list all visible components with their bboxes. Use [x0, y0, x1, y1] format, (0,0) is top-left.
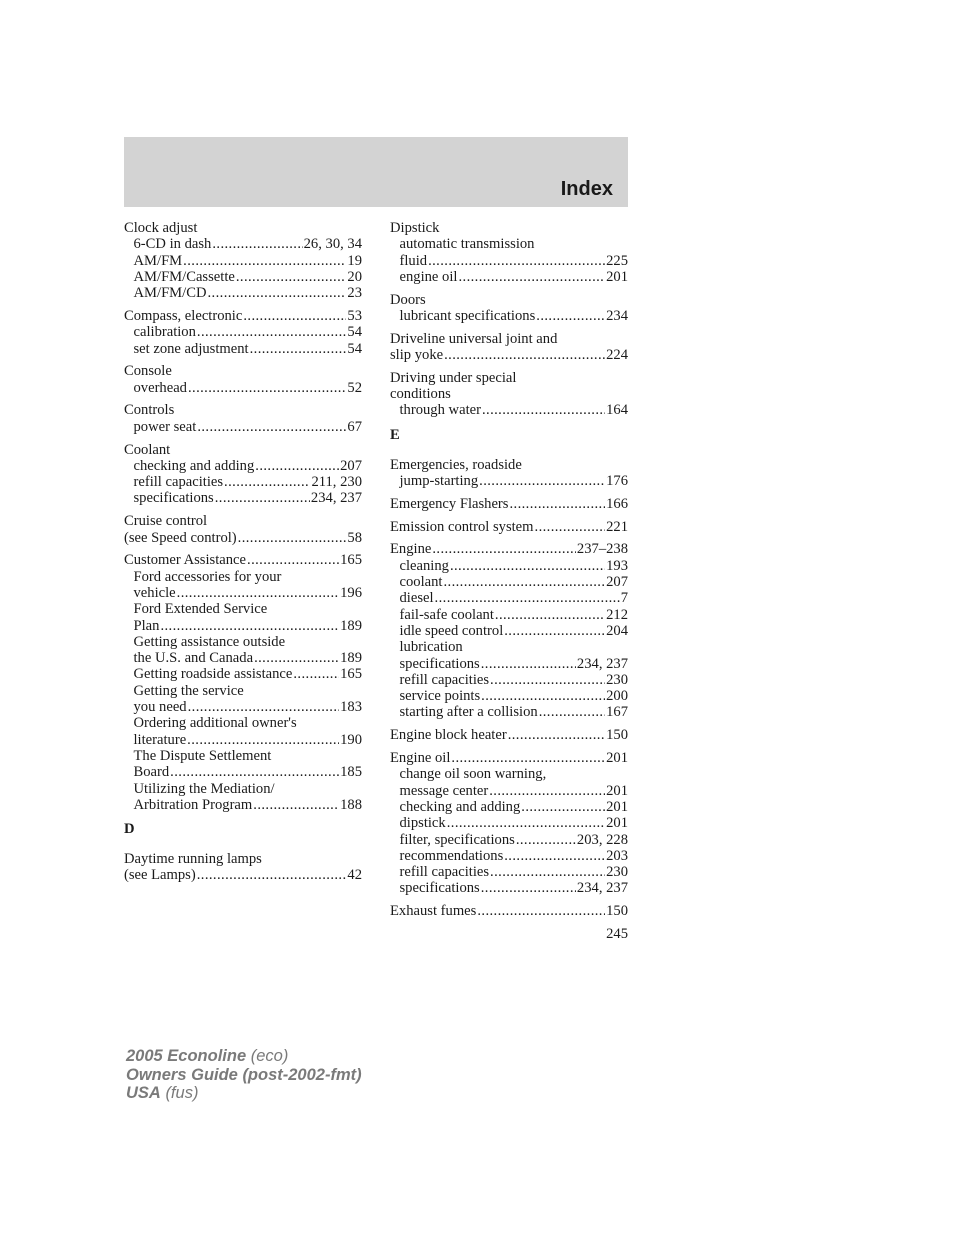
dot-leader — [188, 699, 340, 715]
index-entry — [124, 402, 362, 435]
entry-page-ref: 67 — [347, 418, 362, 435]
dot-leader — [188, 380, 346, 396]
entry-text: AM/FM/CD — [133, 285, 207, 302]
entry-page-ref: 166 — [606, 495, 628, 512]
dot-leader — [481, 656, 576, 672]
entry-text: cleaning — [399, 557, 449, 574]
entry-text: vehicle — [133, 584, 176, 601]
index-heading — [390, 331, 628, 347]
dot-leader — [536, 308, 605, 324]
index-heading — [124, 220, 362, 236]
index-entry — [124, 513, 362, 546]
entry-text: message center — [399, 782, 489, 799]
entry-text: specifications — [133, 490, 214, 507]
entry-text: dipstick — [399, 815, 446, 832]
entry-text: specifications — [399, 655, 480, 672]
entry-page-ref: 52 — [347, 379, 362, 396]
entry-text: fail-safe coolant — [399, 606, 494, 623]
dot-leader — [432, 541, 576, 557]
entry-text: starting after a collision — [399, 704, 538, 721]
entry-page-ref: 203 — [606, 847, 628, 864]
entry-text: conditions — [390, 386, 451, 403]
entry-text: Console — [124, 363, 172, 380]
entry-text: Emergency Flashers — [390, 495, 509, 512]
index-subentry — [124, 732, 362, 748]
entry-page-ref: 23 — [347, 285, 362, 302]
entry-page-ref: 201 — [606, 750, 628, 767]
entry-text: diesel — [399, 590, 434, 607]
index-subentry — [390, 656, 628, 672]
index-heading — [124, 402, 362, 418]
index-heading — [390, 370, 628, 386]
entry-text: Cruise control — [124, 513, 208, 530]
section-letter: D — [124, 821, 135, 838]
dot-leader — [481, 688, 605, 704]
index-subentry — [390, 473, 628, 489]
index-heading — [390, 727, 628, 743]
dot-leader — [250, 341, 347, 357]
dot-leader — [539, 704, 605, 720]
index-subentry — [124, 585, 362, 601]
entry-page-ref: 185 — [340, 764, 362, 781]
index-entry — [390, 370, 628, 419]
dot-leader — [224, 474, 310, 490]
entry-text: Controls — [124, 402, 175, 419]
entry-page-ref: 201 — [606, 782, 628, 799]
dot-leader — [254, 650, 339, 666]
entry-page-ref: 230 — [606, 864, 628, 881]
dot-leader — [444, 347, 605, 363]
dot-leader — [482, 402, 605, 418]
dot-leader — [495, 607, 605, 623]
dot-leader — [447, 815, 605, 831]
entry-page-ref: 164 — [606, 402, 628, 419]
dot-leader — [187, 732, 339, 748]
entry-page-ref: 234 — [606, 307, 628, 324]
index-entry — [390, 457, 628, 490]
entry-text: The Dispute Settlement — [133, 747, 272, 764]
entry-text: change oil soon warning, — [399, 766, 547, 783]
dot-leader — [450, 558, 605, 574]
dot-leader — [247, 552, 339, 568]
index-entry — [390, 220, 628, 285]
index-subentry — [124, 474, 362, 490]
dot-leader — [183, 253, 346, 269]
index-column-left — [124, 220, 362, 890]
index-subentry — [124, 634, 362, 650]
index-subentry — [124, 683, 362, 699]
index-subentry — [124, 650, 362, 666]
entry-page-ref: 150 — [606, 727, 628, 744]
entry-page-ref: 201 — [606, 815, 628, 832]
entry-text: fluid — [399, 252, 428, 269]
index-subentry — [390, 815, 628, 831]
entry-text: Ford Extended Service — [133, 601, 268, 618]
index-subentry — [390, 880, 628, 896]
index-subentry — [124, 380, 362, 396]
entry-page-ref: 176 — [606, 473, 628, 490]
index-heading — [390, 386, 628, 402]
entry-page-ref: 200 — [606, 688, 628, 705]
index-heading — [124, 851, 362, 867]
index-subentry — [390, 783, 628, 799]
entry-text: Dipstick — [390, 220, 440, 236]
entry-page-ref: 203, 228 — [576, 831, 628, 848]
index-entry — [390, 541, 628, 720]
index-heading — [124, 513, 362, 529]
dot-leader — [504, 848, 605, 864]
entry-text: recommendations — [399, 847, 504, 864]
dot-leader — [208, 285, 347, 301]
dot-leader — [197, 867, 347, 883]
entry-text: Clock adjust — [124, 220, 198, 236]
entry-text: Engine oil — [390, 750, 451, 767]
index-entry — [390, 519, 628, 535]
index-subentry — [390, 704, 628, 720]
entry-page-ref: 19 — [347, 252, 362, 269]
entry-text: AM/FM — [133, 252, 183, 269]
dot-leader — [253, 797, 339, 813]
index-subentry — [124, 666, 362, 682]
dot-leader — [215, 490, 310, 506]
entry-page-ref: 167 — [606, 704, 628, 721]
dot-leader — [535, 519, 606, 535]
index-subentry — [390, 799, 628, 815]
entry-text: Emergencies, roadside — [390, 456, 522, 473]
entry-page-ref: 53 — [347, 307, 362, 324]
index-column-right — [390, 220, 628, 926]
index-subentry — [390, 269, 628, 285]
entry-text: 6-CD in dash — [133, 236, 212, 253]
entry-text: Ford accessories for your — [133, 568, 282, 585]
index-subentry — [390, 590, 628, 606]
dot-leader — [508, 727, 605, 743]
entry-text: Getting the service — [133, 682, 244, 699]
footer-line-2: Owners Guide (post-2002-fmt) — [126, 1065, 362, 1084]
index-subentry — [390, 253, 628, 269]
entry-page-ref: 165 — [340, 666, 362, 683]
entry-page-ref: 183 — [340, 699, 362, 716]
entry-page-ref: 165 — [340, 552, 362, 569]
index-entry — [124, 363, 362, 396]
entry-text: idle speed control — [399, 622, 504, 639]
dot-leader — [243, 308, 346, 324]
index-entry — [124, 308, 362, 357]
entry-text: Board — [133, 764, 170, 781]
entry-text: Compass, electronic — [124, 307, 243, 324]
index-subentry — [390, 623, 628, 639]
dot-leader — [435, 590, 620, 606]
dot-leader — [428, 253, 605, 269]
dot-leader — [177, 585, 339, 601]
footer-line-3: USA (fus) — [126, 1084, 199, 1102]
entry-page-ref: 189 — [340, 650, 362, 667]
entry-page-ref: 193 — [606, 557, 628, 574]
entry-text: lubrication — [399, 639, 463, 656]
entry-text: refill capacities — [399, 864, 490, 881]
footer-line-1: 2005 Econoline (eco) — [126, 1047, 289, 1065]
index-subentry — [124, 285, 362, 301]
index-subentry — [124, 253, 362, 269]
entry-text: Doors — [390, 291, 426, 308]
entry-text: (see Speed control) — [124, 529, 237, 546]
index-subentry — [124, 715, 362, 731]
entry-page-ref: 204 — [606, 622, 628, 639]
index-entry — [124, 552, 362, 813]
index-entry — [390, 903, 628, 919]
entry-page-ref: 150 — [606, 903, 628, 920]
index-subentry — [124, 490, 362, 506]
index-subentry — [390, 607, 628, 623]
entry-text: calibration — [133, 324, 196, 341]
entry-page-ref: 58 — [347, 529, 362, 546]
index-subentry — [390, 832, 628, 848]
entry-text: automatic transmission — [399, 236, 535, 253]
dot-leader — [197, 419, 346, 435]
index-subentry — [124, 236, 362, 252]
entry-text: engine oil — [399, 268, 458, 285]
index-subentry — [390, 688, 628, 704]
entry-text: refill capacities — [133, 474, 224, 491]
index-subentry — [124, 618, 362, 634]
entry-text: Coolant — [124, 441, 171, 458]
entry-text: set zone adjustment — [133, 340, 249, 357]
entry-page-ref: 42 — [347, 867, 362, 884]
index-subentry — [390, 308, 628, 324]
dot-leader — [509, 496, 605, 512]
index-heading — [124, 308, 362, 324]
entry-text: Arbitration Program — [133, 796, 253, 813]
index-heading — [390, 903, 628, 919]
entry-page-ref: 234, 237 — [576, 655, 628, 672]
dot-leader — [451, 750, 605, 766]
index-subentry — [390, 236, 628, 252]
dot-leader — [236, 269, 347, 285]
entry-text: AM/FM/Cassette — [133, 268, 235, 285]
entry-text: Emission control system — [390, 518, 534, 535]
index-subentry — [390, 848, 628, 864]
index-heading — [390, 292, 628, 308]
index-subentry — [390, 402, 628, 418]
index-heading — [390, 457, 628, 473]
index-subentry — [390, 766, 628, 782]
dot-leader — [481, 880, 576, 896]
dot-leader — [197, 324, 347, 340]
entry-page-ref: 189 — [340, 617, 362, 634]
entry-text: Plan — [133, 617, 160, 634]
index-entry — [390, 496, 628, 512]
index-subentry — [124, 269, 362, 285]
index-heading — [390, 541, 628, 557]
entry-text: jump-starting — [399, 473, 479, 490]
entry-text: power seat — [133, 418, 197, 435]
dot-leader — [212, 236, 302, 252]
dot-leader — [490, 672, 605, 688]
index-heading — [124, 530, 362, 546]
dot-leader — [458, 269, 605, 285]
dot-leader — [490, 864, 605, 880]
index-subentry — [390, 639, 628, 655]
entry-text: Customer Assistance — [124, 552, 247, 569]
index-subentry — [124, 324, 362, 340]
index-heading — [124, 552, 362, 568]
index-subentry — [124, 569, 362, 585]
entry-text: Ordering additional owner's — [133, 715, 297, 732]
entry-text: the U.S. and Canada — [133, 650, 254, 667]
index-subentry — [124, 419, 362, 435]
entry-text: Engine block heater — [390, 727, 507, 744]
entry-page-ref: 54 — [347, 340, 362, 357]
entry-text: service points — [399, 688, 481, 705]
entry-text: filter, specifications — [399, 831, 515, 848]
entry-page-ref: 230 — [606, 671, 628, 688]
entry-text: Getting roadside assistance — [133, 666, 293, 683]
dot-leader — [516, 832, 576, 848]
entry-text: Exhaust fumes — [390, 903, 477, 920]
entry-page-ref: 224 — [606, 347, 628, 364]
dot-leader — [238, 530, 347, 546]
entry-text: lubricant specifications — [399, 307, 536, 324]
index-heading — [390, 519, 628, 535]
entry-text: checking and adding — [399, 798, 521, 815]
entry-page-ref: 225 — [606, 252, 628, 269]
index-subentry — [390, 574, 628, 590]
entry-page-ref: 188 — [340, 796, 362, 813]
index-heading — [124, 363, 362, 379]
index-entry — [390, 292, 628, 325]
entry-text: refill capacities — [399, 671, 490, 688]
entry-text: Getting assistance outside — [133, 633, 286, 650]
index-subentry — [124, 764, 362, 780]
dot-leader — [255, 458, 339, 474]
index-subentry — [124, 699, 362, 715]
index-entry — [390, 750, 628, 897]
index-heading — [390, 750, 628, 766]
dot-leader — [160, 618, 339, 634]
index-subentry — [124, 797, 362, 813]
entry-page-ref: 207 — [606, 574, 628, 591]
index-heading — [390, 496, 628, 512]
entry-text: Engine — [390, 541, 432, 558]
index-subentry — [390, 864, 628, 880]
entry-page-ref: 190 — [340, 731, 362, 748]
index-heading — [124, 867, 362, 883]
entry-page-ref: 234, 237 — [310, 490, 362, 507]
index-subentry — [124, 748, 362, 764]
section-letter: E — [390, 426, 400, 443]
entry-text: specifications — [399, 880, 480, 897]
entry-text: you need — [133, 699, 187, 716]
dot-leader — [504, 623, 605, 639]
entry-text: literature — [133, 731, 187, 748]
entry-page-ref: 201 — [606, 268, 628, 285]
index-heading — [124, 442, 362, 458]
entry-text: Driveline universal joint and — [390, 330, 558, 347]
entry-text: coolant — [399, 574, 443, 591]
index-entry — [390, 331, 628, 364]
entry-page-ref: 234, 237 — [576, 880, 628, 897]
dot-leader — [293, 666, 339, 682]
dot-leader — [170, 764, 339, 780]
entry-text: Utilizing the Mediation/ — [133, 780, 275, 797]
index-heading — [390, 347, 628, 363]
dot-leader — [477, 903, 605, 919]
entry-page-ref: 7 — [620, 590, 628, 607]
entry-page-ref: 20 — [347, 268, 362, 285]
index-subentry — [124, 458, 362, 474]
entry-page-ref: 237–238 — [576, 541, 628, 558]
entry-page-ref: 207 — [340, 457, 362, 474]
header-band — [124, 137, 628, 207]
entry-page-ref: 221 — [606, 518, 628, 535]
entry-page-ref: 211, 230 — [311, 474, 362, 491]
entry-text: overhead — [133, 379, 187, 396]
entry-page-ref: 196 — [340, 584, 362, 601]
entry-text: slip yoke — [390, 347, 444, 364]
index-subentry — [124, 781, 362, 797]
index-subentry — [390, 672, 628, 688]
index-subentry — [124, 601, 362, 617]
index-subentry — [390, 558, 628, 574]
entry-page-ref: 201 — [606, 798, 628, 815]
entry-page-ref: 54 — [347, 324, 362, 341]
entry-page-ref: 26, 30, 34 — [303, 236, 362, 253]
dot-leader — [479, 473, 605, 489]
entry-text: Driving under special — [390, 369, 517, 386]
dot-leader — [443, 574, 605, 590]
index-heading — [390, 220, 628, 236]
index-entry — [390, 727, 628, 743]
entry-text: checking and adding — [133, 457, 255, 474]
index-subentry — [124, 341, 362, 357]
index-entry — [124, 220, 362, 301]
entry-text: through water — [399, 402, 481, 419]
entry-page-ref: 212 — [606, 606, 628, 623]
footer — [126, 1047, 362, 1103]
index-entry — [124, 442, 362, 507]
entry-text: Daytime running lamps — [124, 851, 262, 868]
page-number: 245 — [606, 926, 628, 942]
dot-leader — [521, 799, 605, 815]
entry-text: (see Lamps) — [124, 867, 196, 884]
dot-leader — [489, 783, 605, 799]
index-entry — [124, 851, 362, 884]
page-title: Index — [560, 178, 613, 200]
